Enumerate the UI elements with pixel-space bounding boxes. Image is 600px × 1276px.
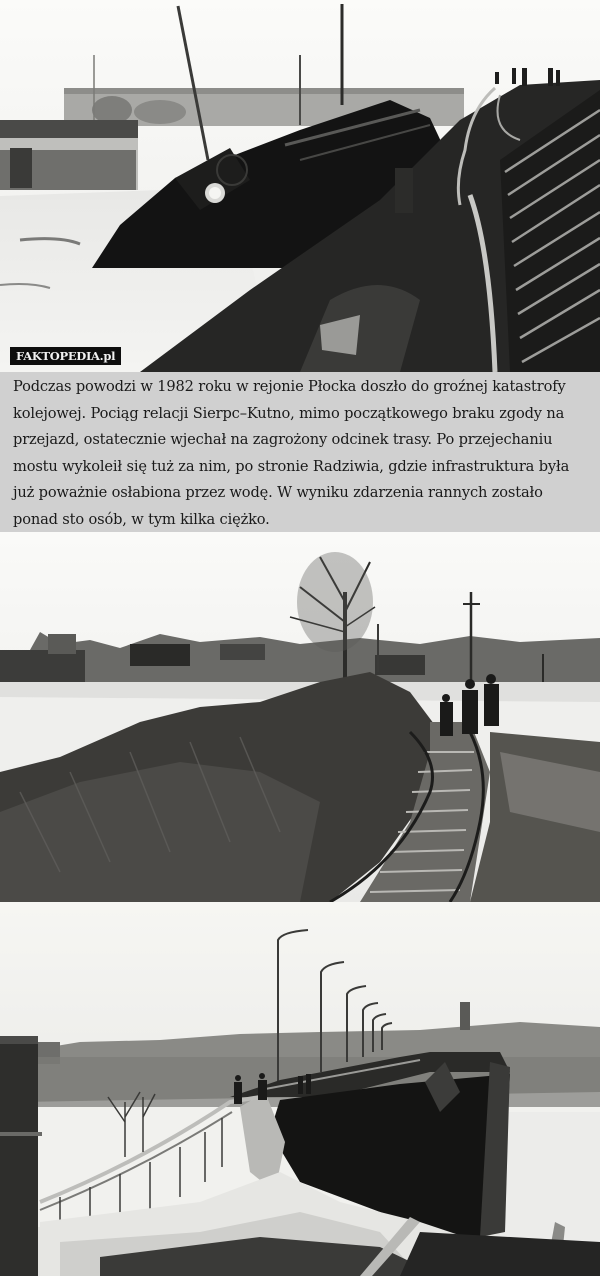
photo-twisted-track bbox=[0, 532, 600, 902]
photo-collapsed-bridge-image bbox=[0, 902, 600, 1276]
photo-twisted-track-image bbox=[0, 532, 600, 902]
photo-derailed-locomotive-image bbox=[0, 0, 600, 372]
photo-collapsed-bridge bbox=[0, 902, 600, 1276]
caption-text: Podczas powodzi w 1982 roku w rejonie Płocka doszło do groźnej katastrofy kolejowej. Pociąg relacji Sierpc–Kutno, mimo początkowego braku zgody na przejazd, ostatecznie wjechał na zagrożony odcinek trasy. Po przejechaniu mostu wykoleił się tuż za nim, po stronie Radziwia, gdzie infrastruktura była już poważnie osłabiona przez wodę. W wyniku zdarzenia rannych zostało ponad sto osób, w tym kilka ciężko. bbox=[0, 372, 600, 532]
faktopedia-watermark: FAKTOPEDIA.pl bbox=[10, 347, 121, 365]
photo-derailed-locomotive bbox=[0, 0, 600, 372]
